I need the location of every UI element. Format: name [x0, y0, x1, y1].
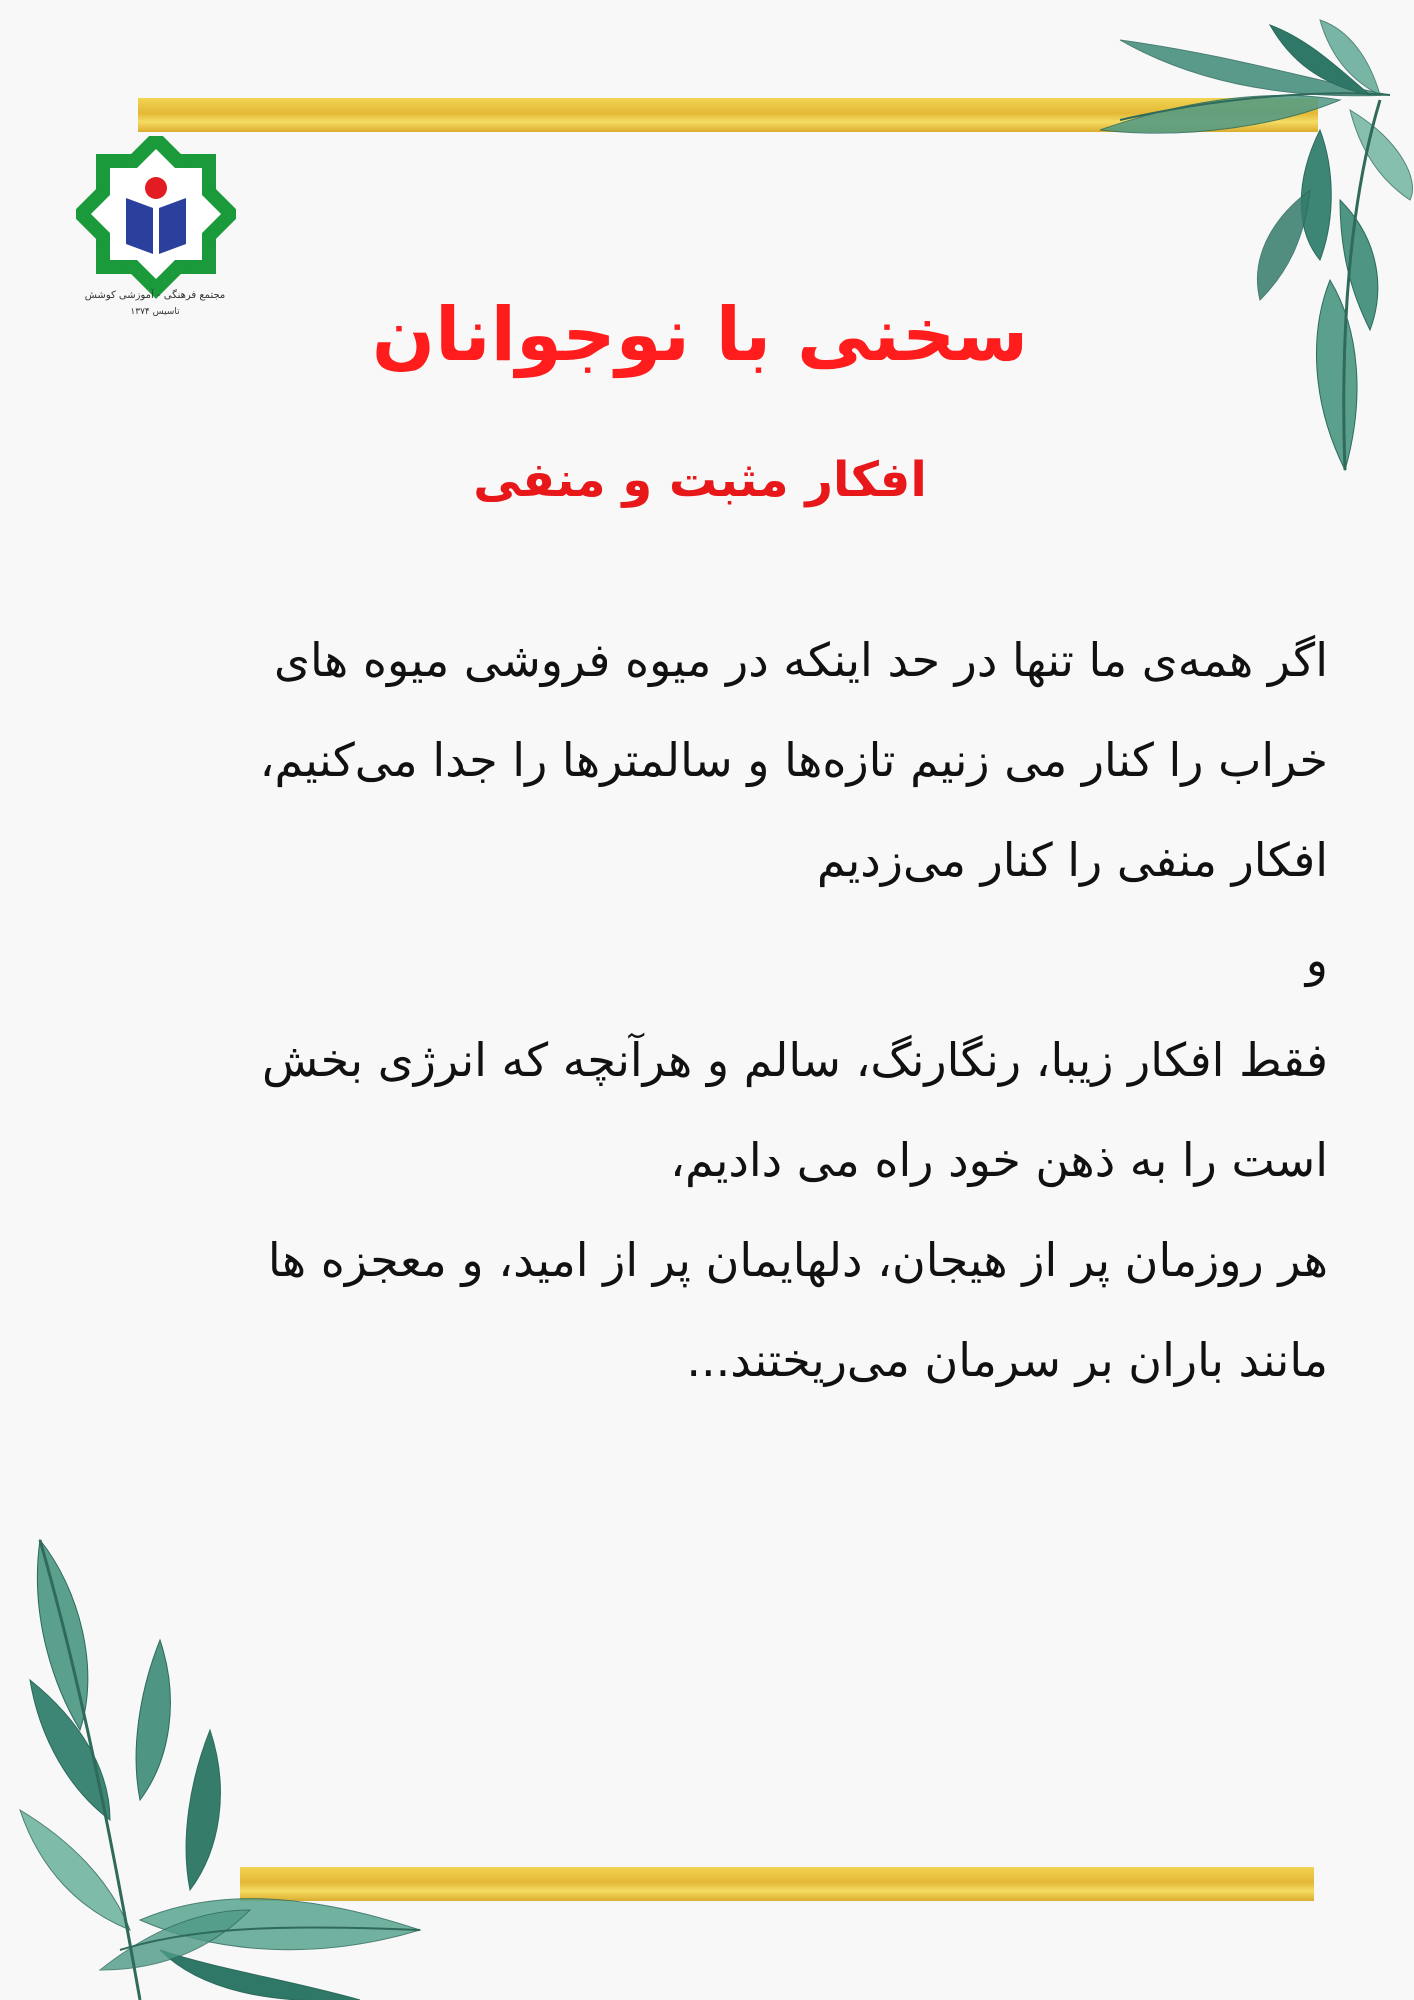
body-line-3: افکار منفی را کنار می‌زدیم	[816, 833, 1328, 887]
body-line-8: مانند باران بر سرمان می‌ریختند...	[686, 1333, 1328, 1387]
body-line-6: است را به ذهن خود راه می دادیم،	[670, 1133, 1328, 1187]
logo-caption-name: مجتمع فرهنگی - آموزشی کوشش	[84, 290, 226, 301]
body-paragraph	[100, 610, 1328, 1410]
logo-caption	[70, 290, 240, 317]
body-line-2: خراب را کنار می زنیم تازه‌ها و سالمترها را جدا می‌کنیم،	[259, 733, 1328, 787]
body-line-1: اگر همه‌ی ما تنها در حد اینکه در میوه فروشی میوه های	[273, 633, 1328, 687]
body-line-7: هر روزمان پر از هیجان، دلهایمان پر از امید، و معجزه ها	[267, 1233, 1328, 1287]
page-subtitle: افکار مثبت و منفی	[473, 452, 927, 508]
body-line-5: فقط افکار زیبا، رنگارنگ، سالم و هرآنچه که انرژی بخش	[261, 1033, 1328, 1087]
bottom-leaves-decoration	[0, 1530, 430, 2000]
logo-caption-founded: تاسیس ۱۳۷۴	[130, 307, 180, 317]
top-leaves-decoration	[1080, 0, 1414, 490]
page-title: سخنی با نوجوانان	[371, 292, 1029, 378]
body-line-4: و	[1305, 933, 1328, 987]
